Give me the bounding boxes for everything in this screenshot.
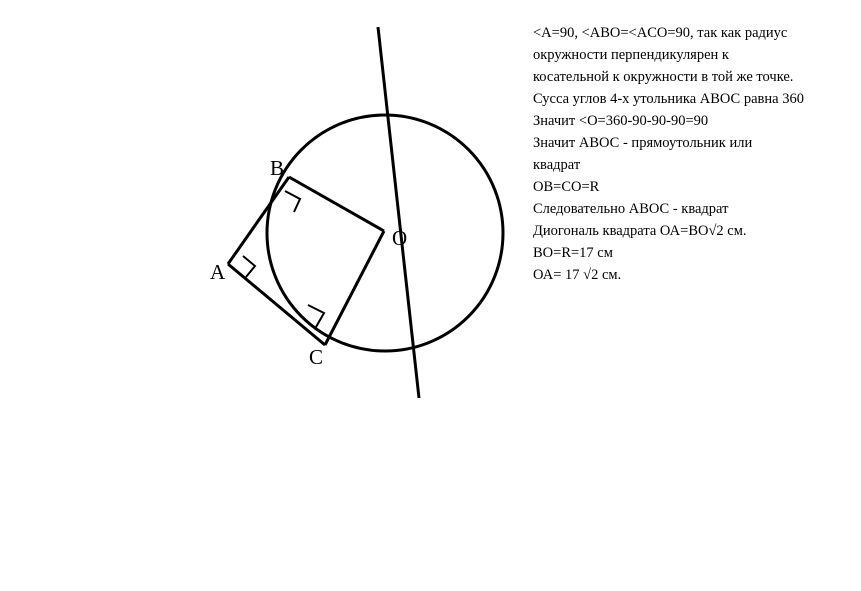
circle-shape — [267, 115, 503, 351]
solution-line: косательной к окружности в той же точке. — [533, 69, 794, 85]
segment-BO — [289, 177, 384, 231]
solution-line: Сусса углов 4-х утольника АВОС равна 360 — [533, 91, 804, 107]
solution-line: ВО=R=17 см — [533, 245, 613, 261]
solution-line: ОВ=СО=R — [533, 179, 600, 195]
point-label-C: C — [309, 345, 324, 369]
solution-line: Следовательно АВОС - квадрат — [533, 201, 729, 217]
segment-CO — [325, 231, 384, 345]
solution-text-block — [533, 22, 853, 286]
point-label-O: O — [392, 226, 408, 250]
tangent-line-BC-extended — [378, 27, 419, 398]
solution-line: Диогональ квадрата ОА=ВО√2 см. — [533, 223, 747, 239]
solution-line: Значит <O=360-90-90-90=90 — [533, 113, 709, 129]
solution-line: ОА= 17 √2 см. — [533, 267, 622, 283]
solution-line: Значит АВОС - прямоутольник или — [533, 135, 753, 151]
solution-line: квадрат — [533, 157, 581, 173]
point-label-B: B — [270, 156, 285, 180]
right-angle-mark-B — [285, 191, 300, 212]
solution-line: окружности перпендикулярен к — [533, 47, 729, 63]
solution-line: <A=90, <ABO=<ACO=90, так как радиус — [533, 25, 788, 41]
segment-AB — [228, 177, 289, 264]
point-label-A: A — [210, 260, 226, 284]
right-angle-mark-A — [243, 256, 255, 277]
